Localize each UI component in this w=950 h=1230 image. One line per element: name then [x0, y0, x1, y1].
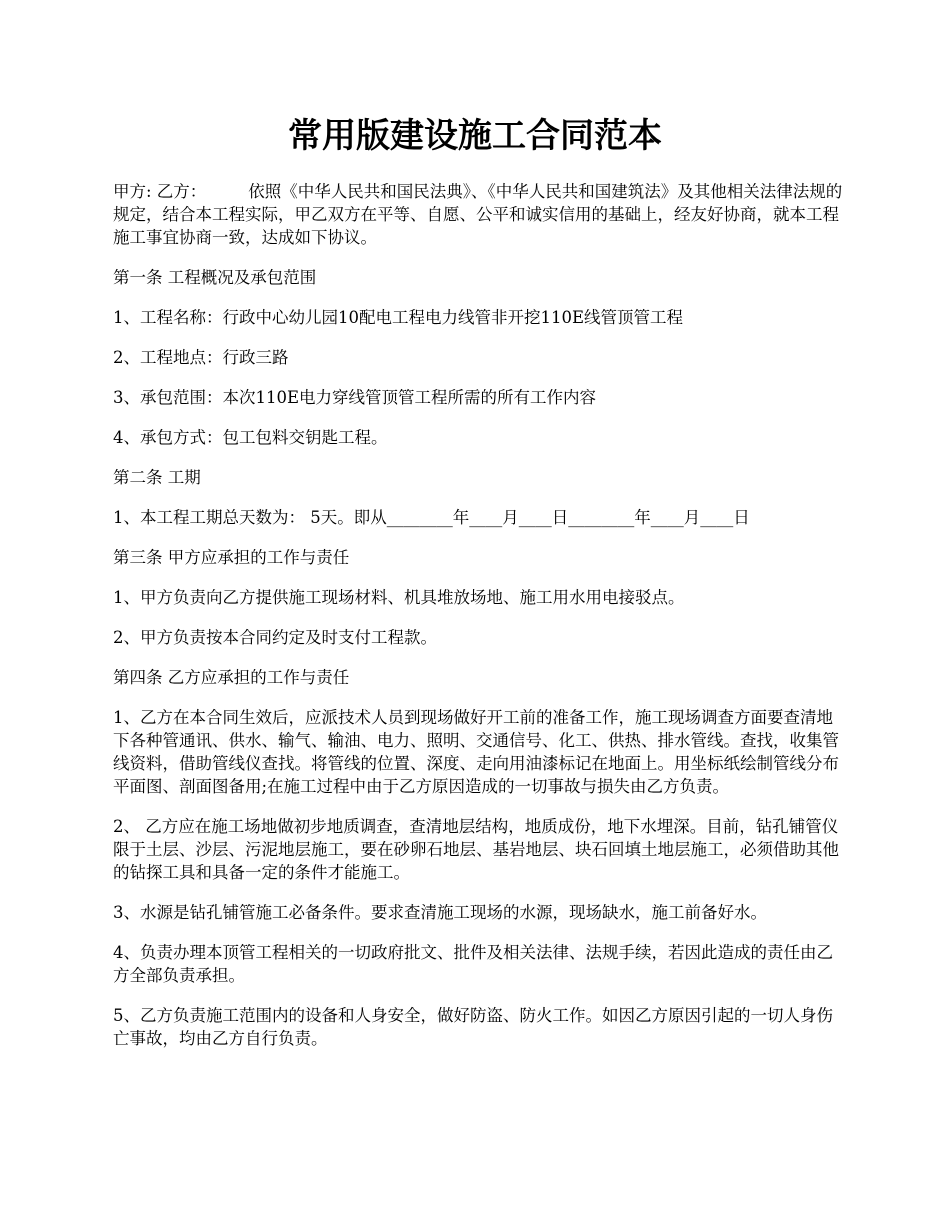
article-4-item-5: 5、乙方负责施工范围内的设备和人身安全，做好防盗、防火工作。如因乙方原因引起的一切人身伤亡事故，均由乙方自行负责。 — [113, 1006, 833, 1048]
article-2-heading: 第二条 工期 — [113, 468, 201, 487]
article-4-item-3: 3、水源是钻孔铺管施工必备条件。要求查清施工现场的水源，现场缺水，施工前备好水。 — [113, 903, 767, 922]
article-4-heading: 第四条 乙方应承担的工作与责任 — [113, 668, 350, 687]
article-4-item-2: 2、 乙方应在施工场地做初步地质调查，查清地层结构，地质成份，地下水埋深。目前，钻孔铺管仪限于土层、沙层、污泥地层施工，要在砂卵石地层、基岩地层、块石回填土地层施工，必须借助其他的钻探工具和具备一定的条件才能施工。 — [113, 817, 839, 882]
article-4-item-4: 4、负责办理本顶管工程相关的一切政府批文、批件及相关法律、法规手续，若因此造成的责任由乙方全部负责承担。 — [113, 943, 833, 985]
article-3-item-1: 1、甲方负责向乙方提供施工现场材料、机具堆放场地、施工用水用电接驳点。 — [113, 588, 685, 607]
document-body — [113, 180, 843, 1067]
article-1-item-4: 4、承包方式：包工包料交钥匙工程。 — [113, 428, 388, 447]
article-2-item-1: 1、本工程工期总天数为： 5天。即从________年____月____日________年____月____日 — [113, 508, 750, 527]
article-4-item-1: 1、乙方在本合同生效后，应派技术人员到现场做好开工前的准备工作，施工现场调查方面要查清地下各种管通讯、供水、输气、输油、电力、照明、交通信号、化工、供热、排水管线。查找，收集管线资料，借助管线仪查找。将管线的位置、深度、走向用油漆标记在地面上。用坐标纸绘制管线分布平面图、剖面图备用;在施工过程中由于乙方原因造成的一切事故与损失由乙方负责。 — [113, 708, 839, 796]
article-3-item-2: 2、甲方负责按本合同约定及时支付工程款。 — [113, 628, 437, 647]
article-1-item-2: 2、工程地点：行政三路 — [113, 348, 289, 367]
article-1-heading: 第一条 工程概况及承包范围 — [113, 268, 317, 287]
preamble-paragraph: 甲方: 乙方： 依照《中华人民共和国民法典》、《中华人民共和国建筑法》及其他相关法律法规的规定，结合本工程实际，甲乙双方在平等、自愿、公平和诚实信用的基础上，经友好协商，就本工程施工事宜协商一致，达成如下协议。 — [113, 182, 843, 247]
article-3-heading: 第三条 甲方应承担的工作与责任 — [113, 548, 350, 567]
article-1-item-3: 3、承包范围：本次110E电力穿线管顶管工程所需的所有工作内容 — [113, 388, 597, 407]
document-title: 常用版建设施工合同范本 — [288, 116, 662, 156]
article-1-item-1: 1、工程名称：行政中心幼儿园10配电工程电力线管非开挖110E线管顶管工程 — [113, 308, 684, 327]
